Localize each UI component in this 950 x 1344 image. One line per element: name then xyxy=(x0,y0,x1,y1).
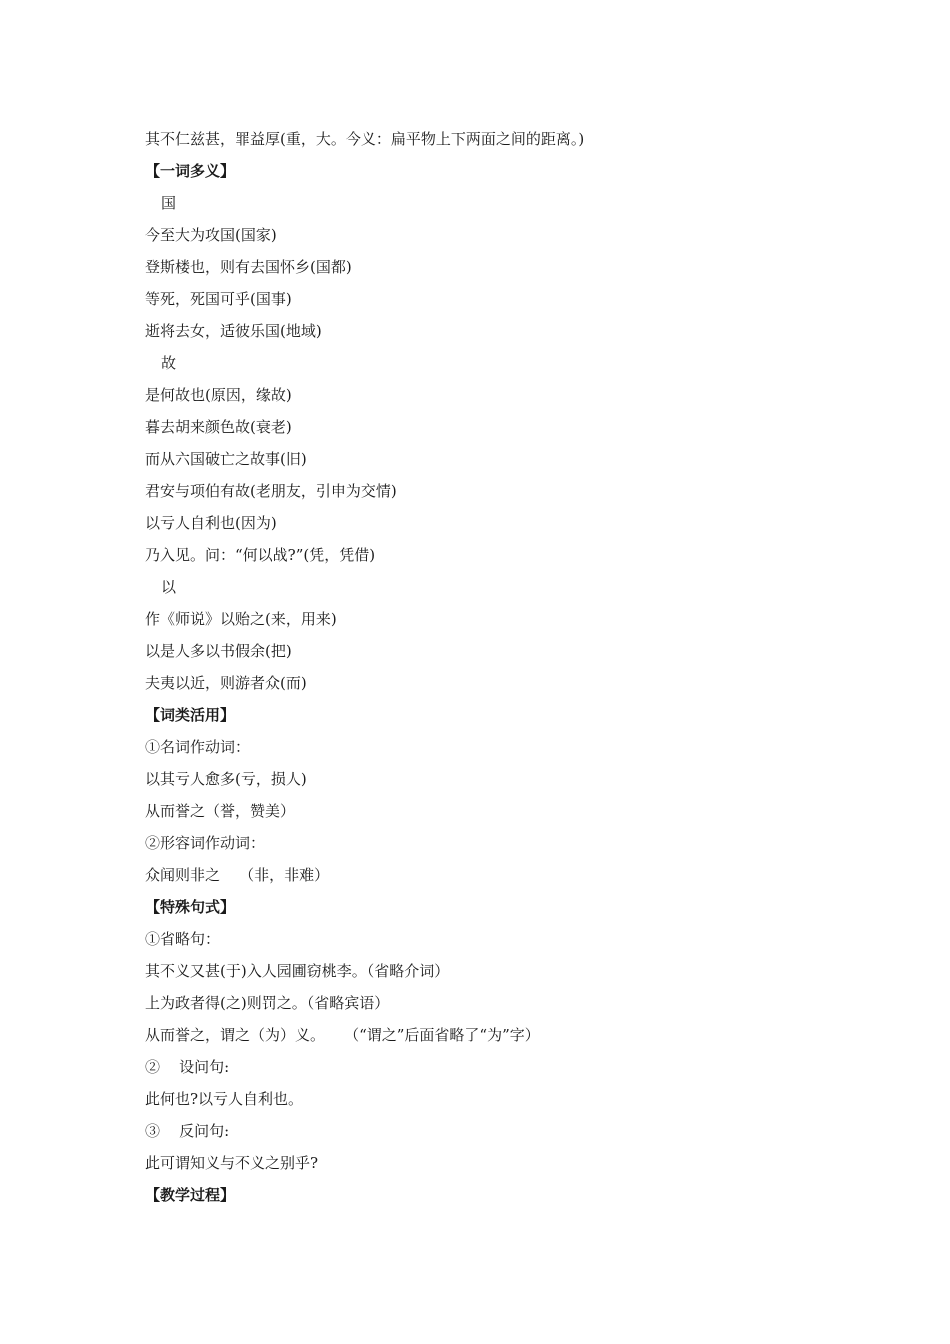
text-line: ②形容词作动词： xyxy=(145,834,266,852)
text-line: 登斯楼也，则有去国怀乡(国都) xyxy=(145,258,352,276)
subheading-gu: 故 xyxy=(161,354,177,372)
text-line: 其不义又甚(于)入人园圃窃桃李。（省略介词） xyxy=(145,962,450,980)
text-line: 等死，死国可乎(国事) xyxy=(145,290,292,308)
text-line: 暮去胡来颜色故(衰老) xyxy=(145,418,292,436)
text-line: 以亏人自利也(因为) xyxy=(145,514,277,532)
text-line: 其不仁兹甚，罪益厚(重，大。今义：扁平物上下两面之间的距离。) xyxy=(145,130,585,148)
text-line: 而从六国破亡之故事(旧) xyxy=(145,450,307,468)
text-line: ③ 反问句: xyxy=(145,1122,230,1140)
section-heading-teaching-process: 【教学过程】 xyxy=(145,1186,236,1204)
text-line: 此何也?以亏人自利也。 xyxy=(145,1090,304,1108)
text-line: 逝将去女，适彼乐国(地域) xyxy=(145,322,322,340)
text-line: 君安与项伯有故(老朋友，引申为交情) xyxy=(145,482,397,500)
text-line: 夫夷以近，则游者众(而) xyxy=(145,674,307,692)
text-line: ①名词作动词： xyxy=(145,738,251,756)
subheading-guo: 国 xyxy=(161,194,177,212)
text-line: ①省略句： xyxy=(145,930,221,948)
subheading-yi: 以 xyxy=(161,578,177,596)
text-line: 从而誉之（誉，赞美） xyxy=(145,802,296,820)
text-line: 上为政者得(之)则罚之。（省略宾语） xyxy=(145,994,390,1012)
text-line: 是何故也(原因，缘故) xyxy=(145,386,292,404)
section-heading-special-sentences: 【特殊句式】 xyxy=(145,898,236,916)
text-line: ② 设问句: xyxy=(145,1058,230,1076)
text-line: 此可谓知义与不义之别乎? xyxy=(145,1154,319,1172)
text-line: 今至大为攻国(国家) xyxy=(145,226,277,244)
text-line: 以其亏人愈多(亏，损人) xyxy=(145,770,307,788)
section-heading-polysemy: 【一词多义】 xyxy=(145,162,236,180)
text-line: 从而誉之，谓之（为）义。 （“谓之”后面省略了“为”字） xyxy=(145,1026,540,1044)
section-heading-word-class: 【词类活用】 xyxy=(145,706,236,724)
document-body xyxy=(145,123,845,1211)
text-line: 作《师说》以贻之(来，用来) xyxy=(145,610,337,628)
text-line: 以是人多以书假余(把) xyxy=(145,642,292,660)
text-line: 众闻则非之 （非，非难） xyxy=(145,866,330,884)
text-line: 乃入见。问：“何以战?”(凭，凭借) xyxy=(145,546,376,564)
